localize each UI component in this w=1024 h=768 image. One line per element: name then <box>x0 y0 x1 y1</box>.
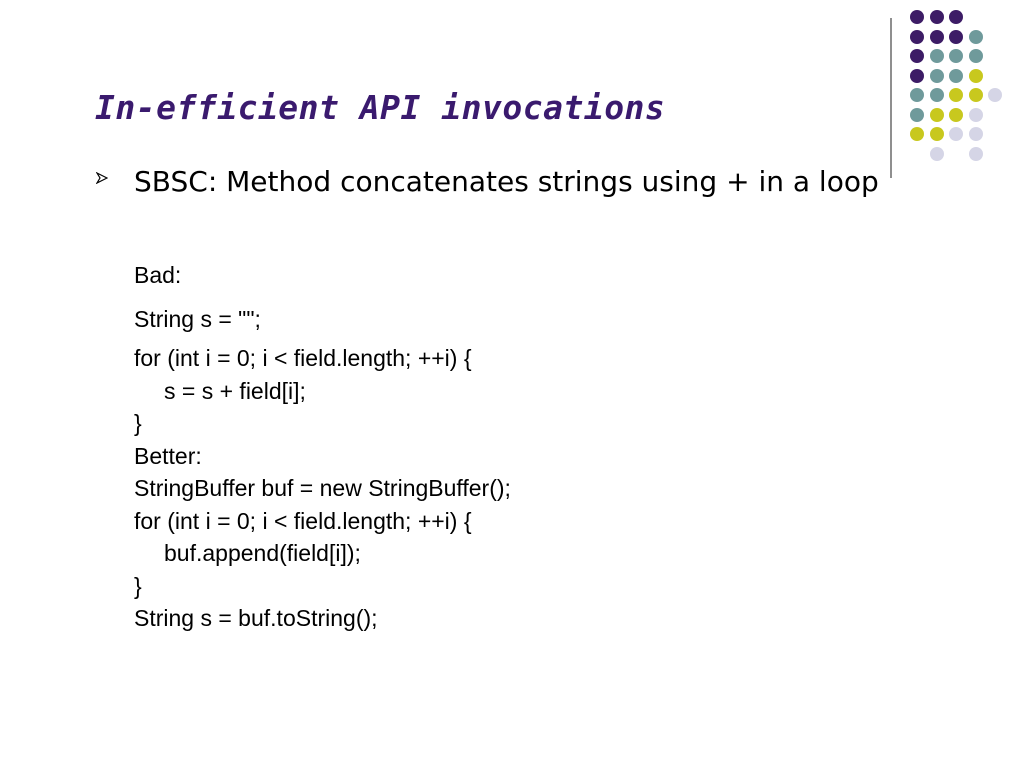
decorative-dot <box>969 69 983 83</box>
decorative-dot <box>969 127 983 141</box>
decorative-dot <box>910 69 924 83</box>
code-line: } <box>134 410 142 436</box>
decorative-dot <box>949 127 963 141</box>
decorative-dot <box>949 88 963 102</box>
decorative-dot <box>988 88 1002 102</box>
decorative-dot-grid <box>900 10 1010 170</box>
decorative-dot <box>910 49 924 63</box>
decorative-dot <box>930 88 944 102</box>
decorative-dot <box>969 108 983 122</box>
bullet-text: SBSC: Method concatenates strings using + in a loop <box>134 165 879 198</box>
decorative-dot <box>969 147 983 161</box>
decorative-dot <box>949 30 963 44</box>
decorative-dot <box>969 49 983 63</box>
decorative-dot <box>930 69 944 83</box>
decorative-dot <box>949 10 963 24</box>
code-line: buf.append(field[i]); <box>164 540 361 566</box>
decorative-dot <box>930 127 944 141</box>
decorative-dot <box>930 108 944 122</box>
code-line: s = s + field[i]; <box>164 377 306 404</box>
better-label: Better: <box>134 442 202 469</box>
decorative-dot <box>910 127 924 141</box>
decorative-dot <box>949 49 963 63</box>
decorative-dot <box>930 10 944 24</box>
slide-title: In-efficient API invocations <box>95 88 666 127</box>
code-line: StringBuffer buf = new StringBuffer(); <box>134 475 511 501</box>
code-line: } <box>134 572 142 599</box>
code-block <box>134 342 511 635</box>
code-line: for (int i = 0; i < field.length; ++i) { <box>134 345 472 371</box>
vertical-divider <box>890 18 892 178</box>
decorative-dot <box>949 108 963 122</box>
decorative-dot <box>949 69 963 83</box>
decorative-dot <box>910 108 924 122</box>
decorative-dot <box>910 30 924 44</box>
code-line: for (int i = 0; i < field.length; ++i) { <box>134 507 472 534</box>
decorative-dot <box>910 88 924 102</box>
bad-label: Bad: <box>134 262 182 288</box>
decorative-dot <box>930 49 944 63</box>
decorative-dot <box>910 10 924 24</box>
decorative-dot <box>930 30 944 44</box>
decorative-dot <box>969 88 983 102</box>
code-line-init: String s = ""; <box>134 306 261 332</box>
decorative-dot <box>969 30 983 44</box>
arrow-bullet-icon <box>96 172 108 184</box>
code-line: String s = buf.toString(); <box>134 605 378 631</box>
decorative-dot <box>930 147 944 161</box>
